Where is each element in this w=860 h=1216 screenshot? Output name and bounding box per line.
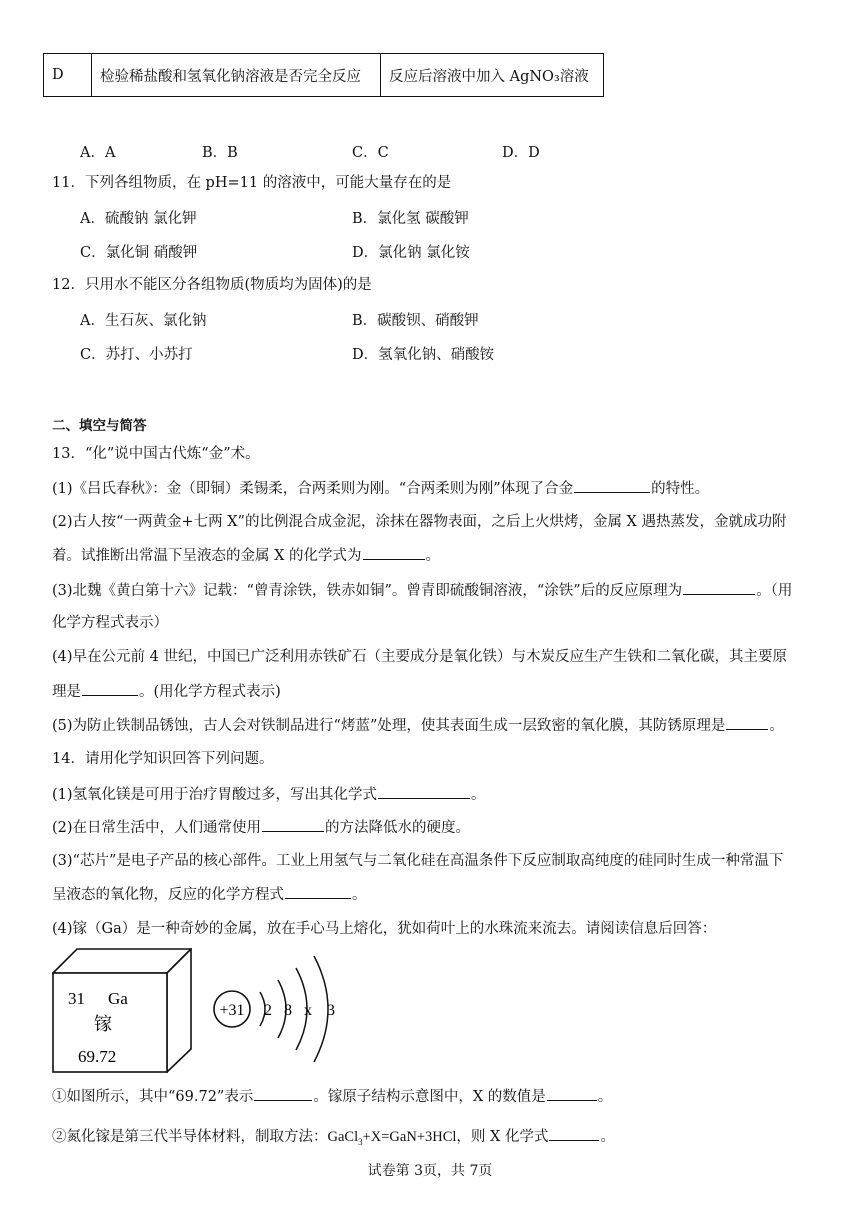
q13-part1-text: (1)《吕氏春秋》：金（即铜）柔锡柔，合两柔则为刚。“合两柔则为刚”体现了合金 <box>52 481 574 497</box>
q14-part4: (4)镓（Ga）是一种奇妙的金属，放在手心马上熔化，犹如荷叶上的水珠流来流去。请阅读信息后回答： <box>52 921 717 937</box>
q12-option-b: B．碳酸钡、硝酸钾 <box>352 313 479 329</box>
shell-1-electrons: 2 <box>264 1002 272 1019</box>
answer-blank[interactable] <box>549 1126 599 1141</box>
element-card <box>52 948 192 1073</box>
table-cell-label: D <box>44 54 92 97</box>
q11-option-c: C．氯化铜 硝酸钾 <box>80 245 198 261</box>
nucleus-charge: +31 <box>219 1002 245 1019</box>
q13-part2-text: 着。试推断出常温下呈液态的金属 X 的化学式为 <box>52 548 362 564</box>
q14-part2-text: (2)在日常生活中，人们通常使用 <box>52 820 262 836</box>
answer-blank[interactable] <box>285 884 351 899</box>
q14-part1-text: (1)氢氧化镁是可用于治疗胃酸过多，写出其化学式 <box>52 787 378 803</box>
shell-2-electrons: 8 <box>284 1002 292 1019</box>
q13-part2-line1: (2)古人按“一两黄金+七两 X”的比例混合成金泥，涂抹在器物表面，之后上火烘烤，金属 X 遇热蒸发，金就成功附 <box>52 514 787 530</box>
q13-part3-line2: 化学方程式表示） <box>52 615 168 631</box>
element-mass: 69.72 <box>78 1047 117 1066</box>
answer-blank[interactable] <box>254 1086 312 1101</box>
q11-option-b: B．氯化氢 碳酸钾 <box>352 211 469 227</box>
q14-part3-text: 呈液态的氧化物，反应的化学方程式 <box>52 887 284 903</box>
q13-part5-text: (5)为防止铁制品锈蚀，古人会对铁制品进行“烤蓝”处理，使其表面生成一层致密的氧化膜，其防锈原理是 <box>52 718 726 734</box>
q14-part3-tail: 。 <box>352 887 367 903</box>
q14-sub2-tail: 。 <box>600 1129 615 1145</box>
q14-stem: 14．请用化学知识回答下列问题。 <box>52 751 274 767</box>
q14-sub1-mid: 。镓原子结构示意图中，X 的数值是 <box>313 1089 546 1105</box>
q12-stem: 12．只用水不能区分各组物质(物质均为固体)的是 <box>52 277 372 293</box>
atom-structure-diagram <box>208 948 358 1068</box>
table-row <box>44 54 604 97</box>
q13-part2-tail: 。 <box>425 548 441 564</box>
q14-part1 <box>52 784 486 805</box>
q10-option-c: C．C <box>352 145 389 161</box>
q13-part3-tail: 。（用 <box>756 583 793 599</box>
q14-sub2 <box>52 1126 615 1152</box>
q14-sub2-text: ②氮化镓是第三代半导体材料，制取方法： <box>52 1129 328 1145</box>
answer-blank[interactable] <box>262 817 324 832</box>
q13-part1-tail: 的特性。 <box>651 481 710 497</box>
answer-blank[interactable] <box>683 580 755 595</box>
q12-option-a: A．生石灰、氯化钠 <box>80 313 207 329</box>
q13-part3-line1 <box>52 580 792 601</box>
q13-part1 <box>52 478 709 499</box>
q14-sub1-text: ①如图所示，其中“69.72”表示 <box>52 1089 254 1105</box>
q12-option-c: C．苏打、小苏打 <box>80 347 193 363</box>
page-footer: 试卷第 3页，共 7页 <box>367 1163 493 1179</box>
q14-sub2-mid: ，则 X 化学式 <box>456 1129 549 1145</box>
q11-stem: 11．下列各组物质，在 pH=11 的溶液中，可能大量存在的是 <box>52 175 452 191</box>
q13-part5 <box>52 715 784 736</box>
q13-part4-line1: (4)早在公元前 4 世纪，中国已广泛利用赤铁矿石（主要成分是氧化铁）与木炭反应生产生铁和二氧化碳，其主要原 <box>52 649 787 665</box>
table-cell-purpose: 检验稀盐酸和氢氧化钠溶液是否完全反应 <box>92 54 381 97</box>
section-title: 二、填空与简答 <box>52 418 147 434</box>
shell-4-electrons: 3 <box>327 1002 335 1019</box>
answer-blank[interactable] <box>363 545 425 560</box>
q11-option-a: A．硫酸钠 氯化钾 <box>80 211 197 227</box>
q14-part3-line2 <box>52 884 367 905</box>
equation-subscript: 3 <box>358 1136 363 1147</box>
answer-blank[interactable] <box>547 1086 597 1101</box>
q13-part2-line2 <box>52 545 440 566</box>
q10-option-a: A．A <box>80 145 116 161</box>
shell-3-electrons: x <box>304 1002 312 1019</box>
element-symbol: Ga <box>108 989 128 1008</box>
q13-stem: 13．“化”说中国古代炼“金”术。 <box>52 446 260 462</box>
equation-part: GaCl <box>327 1129 359 1145</box>
answer-blank[interactable] <box>378 784 470 799</box>
q11-option-d: D．氯化钠 氯化铵 <box>352 245 470 261</box>
q14-part2 <box>52 817 470 838</box>
answer-blank[interactable] <box>82 681 138 696</box>
q14-equation <box>328 1129 457 1145</box>
q10-option-d: D．D <box>502 145 540 161</box>
answer-blank[interactable] <box>574 478 650 493</box>
q14-sub1-tail: 。 <box>597 1089 613 1105</box>
q13-part5-tail: 。 <box>769 718 784 734</box>
q13-part3-text: (3)北魏《黄白第十六》记载：“曾青涂铁，铁赤如铜”。曾青即硫酸铜溶液，“涂铁”后的反应原理为 <box>52 583 683 599</box>
answer-table <box>43 53 604 97</box>
element-name: 镓 <box>94 1014 112 1035</box>
q14-sub1 <box>52 1086 612 1107</box>
q10-option-b: B．B <box>202 145 238 161</box>
q14-part1-tail: 。 <box>471 787 486 803</box>
table-cell-method: 反应后溶液中加入 AgNO₃溶液 <box>381 54 604 97</box>
equation-part: +X=GaN+3HCl <box>362 1129 457 1145</box>
answer-blank[interactable] <box>726 715 768 730</box>
q13-part4-text: 理是 <box>52 684 81 700</box>
q13-part4-line2 <box>52 681 281 702</box>
q12-option-d: D．氢氧化钠、硝酸铵 <box>352 347 495 363</box>
q14-part2-tail: 的方法降低水的硬度。 <box>325 820 471 836</box>
q14-part3-line1: (3)“芯片”是电子产品的核心部件。工业上用氢气与二氧化硅在高温条件下反应制取高纯度的硅同时生成一种常温下 <box>52 853 784 869</box>
q13-part4-tail: 。(用化学方程式表示) <box>139 684 281 700</box>
element-number: 31 <box>68 989 85 1008</box>
